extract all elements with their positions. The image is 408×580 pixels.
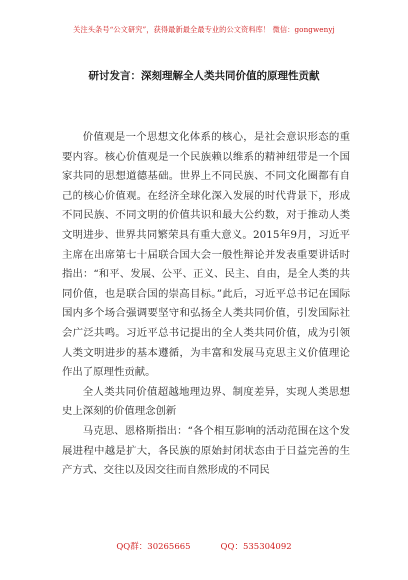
paragraph: 马克思、恩格斯指出：“各个相互影响的活动范围在这个发展进程中越是扩大，各民族的原始封闭状态由于日益完善的生产方式、交往以及因交往而自然形成的不同民 (62, 424, 350, 477)
paragraph: 价值观是一个思想文化体系的核心，是社会意识形态的重要内容。核心价值观是一个民族赖以维系的精神纽带是一个国家共同的思想道德基础。世界上不同民族、不同文化圈都有自己的核心价值观。在经济全球化深入发展的时代背景下，形成不同民族、不同文明的价值共识和最大公约数，对于推动人类文明进步、世界共同繁荣具有重大意义。2015年9月，习近平主席在出席第七十届联合国大会一般性辩论并发表重要讲话时指出：“和平、发展、公平、正义、民主、自由，是全人类的共同价值，也是联合国的崇高目标。”此后，习近平总书记在国际国内多个场合强调要坚守和弘扬全人类共同价值，引发国际社会广泛共鸣。习近平总书记提出的全人类共同价值，成为引领人类文明进步的基本遵循，为丰富和发展马克思主义价值理论作出了原理性贡献。 (62, 131, 350, 379)
promo-banner: 关注头条号“公文研究”，获得最新最全最专业的公文资料库！ 微信：gongwenyj (73, 25, 335, 34)
footer-contact (0, 540, 408, 552)
qq-group-number: QQ群：30265665 (116, 542, 191, 552)
document-body (62, 128, 350, 481)
paragraph: 全人类共同价值超越地理边界、制度差异，实现人类思想史上深刻的价值理念创新 (62, 385, 350, 418)
qq-contact-number: QQ：535304092 (220, 542, 292, 552)
page-title: 研讨发言：深刻理解全人类共同价值的原理性贡献 (88, 70, 320, 82)
